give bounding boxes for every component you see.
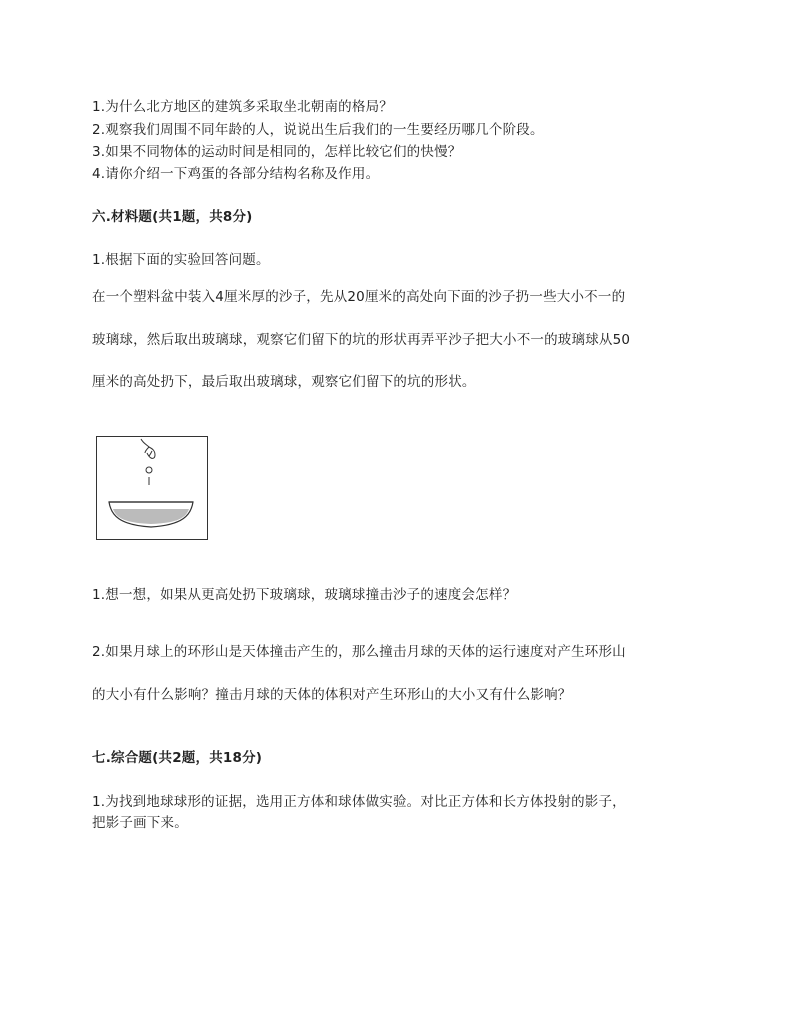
experiment-illustration <box>97 437 209 541</box>
question-2: 2.观察我们周围不同年龄的人，说说出生后我们的一生要经历哪几个阶段。 <box>92 122 544 138</box>
section-6-question-title: 1.根据下面的实验回答问题。 <box>92 252 270 268</box>
question-1: 1.为什么北方地区的建筑多采取坐北朝南的格局？ <box>92 99 393 115</box>
section-7-question-1-line-2: 把影子画下来。 <box>92 815 188 831</box>
sub-question-2-line-2: 的大小有什么影响？撞击月球的天体的体积对产生环形山的大小又有什么影响？ <box>92 687 572 703</box>
section-7-question-1-line-1: 1.为找到地球球形的证据，选用正方体和球体做实验。对比正方体和长方体投射的影子， <box>92 794 626 810</box>
question-3: 3.如果不同物体的运动时间是相同的，怎样比较它们的快慢？ <box>92 144 462 160</box>
material-line-2: 玻璃球，然后取出玻璃球，观察它们留下的坑的形状再弄平沙子把大小不一的玻璃球从50 <box>92 332 631 348</box>
question-4: 4.请你介绍一下鸡蛋的各部分结构名称及作用。 <box>92 166 380 182</box>
section-6-heading: 六.材料题(共1题，共8分) <box>92 209 253 225</box>
material-line-1: 在一个塑料盆中装入4厘米厚的沙子，先从20厘米的高处向下面的沙子扔一些大小不一的 <box>92 289 626 305</box>
sub-question-2-line-1: 2.如果月球上的环形山是天体撞击产生的，那么撞击月球的天体的运行速度对产生环形山 <box>92 644 626 660</box>
marble-icon <box>146 467 152 473</box>
material-line-3: 厘米的高处扔下，最后取出玻璃球，观察它们留下的坑的形状。 <box>92 374 476 390</box>
hand-icon <box>141 439 155 458</box>
sand-bowl-icon <box>109 502 193 527</box>
section-7-heading: 七.综合题(共2题，共18分) <box>92 750 263 766</box>
experiment-figure <box>96 436 208 540</box>
sub-question-1: 1.想一想，如果从更高处扔下玻璃球，玻璃球撞击沙子的速度会怎样？ <box>92 587 517 603</box>
